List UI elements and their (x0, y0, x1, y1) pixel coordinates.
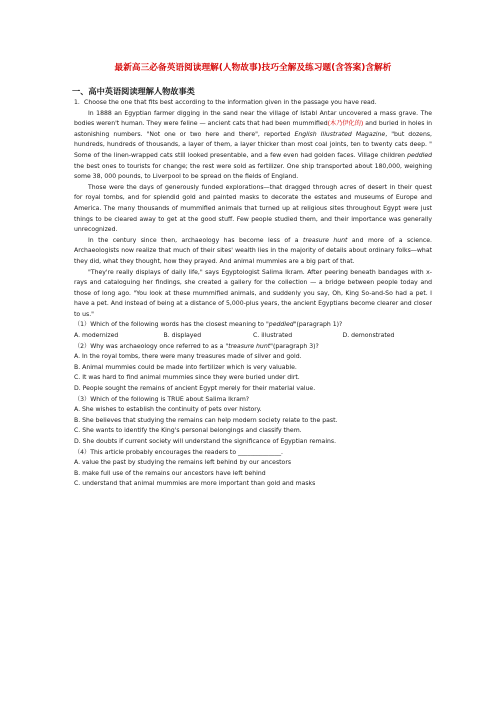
option-c: C. She wants to identify the King's personal belongings and classify them. (74, 427, 302, 435)
option-d: D. demonstrated (342, 332, 395, 340)
passage-paragraph-4: "They're really displays of daily life," says Egyptologist Salima Ikram. After peering beneath bandages with x-rays and cataloguing her findings, she created a gallery for the collection — a bridge between people today and those of long ago. "You look at these mummified animals, and suddenly you say, Oh, King So-and-So had a pet. I have a pet. And instead of being at a distance of 5,000-plus years, the ancient Egyptians become clearer and closer to us." (74, 268, 432, 318)
option-b: B. She believes that studying the remains can help modern society relate to the past. (74, 416, 338, 424)
question-3-stem: （3）Which of the following is TRUE about Salima Ikram? (74, 395, 250, 403)
section-heading: 一、高中英语阅读理解人物故事类 (72, 86, 195, 96)
option-c: C. understand that animal mummies are more important than gold and masks (74, 480, 316, 488)
option-d: D. People sought the remains of ancient Egypt merely for their material value. (74, 385, 316, 393)
option-b: B. make full use of the remains our ancestors have left behind (74, 469, 266, 477)
page-title: 最新高三必备英语阅读理解(人物故事)技巧全解及练习题(含答案)含解析 (114, 63, 392, 73)
option-c: C. It was hard to find animal mummies since they were buried under dirt. (74, 374, 300, 382)
question-2-stem: （2）Why was archaeology once referred to as a "treasure hunt"(paragraph 3)? (74, 342, 319, 350)
option-d: D. She doubts if current society will understand the significance of Egyptian remains. (74, 438, 337, 445)
passage-paragraph-2: Those were the days of generously funded explorations—that dragged through acres of desert in their quest for royal tombs, and for splendid gold and painted masks to decorate the estates and museums of Europe and America. The many thousands of mummified animals that turned up at religious sites throughout Egypt were just things to be cleared away to get at the good stuff. Few people studied them, and their importance was generally unrecognized. (74, 183, 432, 234)
option-c: C. illustrated (253, 332, 293, 340)
option-a: A. She wishes to establish the continuity of pets over history. (74, 406, 262, 414)
passage-paragraph-1: In 1888 an Egyptian farmer digging in the sand near the village of Istabl Antar uncovered a mass grave. The bodies weren't human. They were feline — ancient cats that had been mummified(木乃伊化的) and buried in holes in astonishing numbers. "Not one or two here and there", reported English Illustrated Magazine, "but dozens, hundreds, hundreds of thousands, a layer of them, a layer thicker than most coal joints, ten to twenty cats deep. " Some of the linen-wrapped cats still looked presentable, and a few even had golden faces. Village children peddled the best ones to tourists for change; the rest were sold as fertilizer. One ship transported about 180,000, weighing some 38, 000 pounds, to Liverpool to be spread on the fields of England. (74, 109, 432, 181)
option-a: A. In the royal tombs, there were many treasures made of silver and gold. (74, 353, 302, 361)
option-b: B. Animal mummies could be made into fertilizer which is very valuable. (74, 363, 297, 371)
option-a: A. value the past by studying the remains left behind by our ancestors (74, 459, 292, 467)
question-1-stem: （1）Which of the following words has the closest meaning to "peddled"(paragraph 1)? (74, 321, 343, 329)
option-a: A. modernized (74, 332, 119, 340)
passage-paragraph-3: In the century since then, archaeology has become less of a treasure hunt and more of a science. Archaeologists now realize that much of their sites' wealth lies in the majority of details about ordinary folks—what they did, what they thought, how they prayed. And animal mummies are a big part of that. (74, 236, 432, 265)
question-instruction: 1．Choose the one that fits best according to the information given in the passage you have read. (74, 99, 377, 106)
question-4-stem: （4）This article probably encourages the readers to ______________. (74, 448, 283, 456)
option-b: B. displayed (163, 332, 202, 340)
question-1-options (74, 331, 432, 342)
